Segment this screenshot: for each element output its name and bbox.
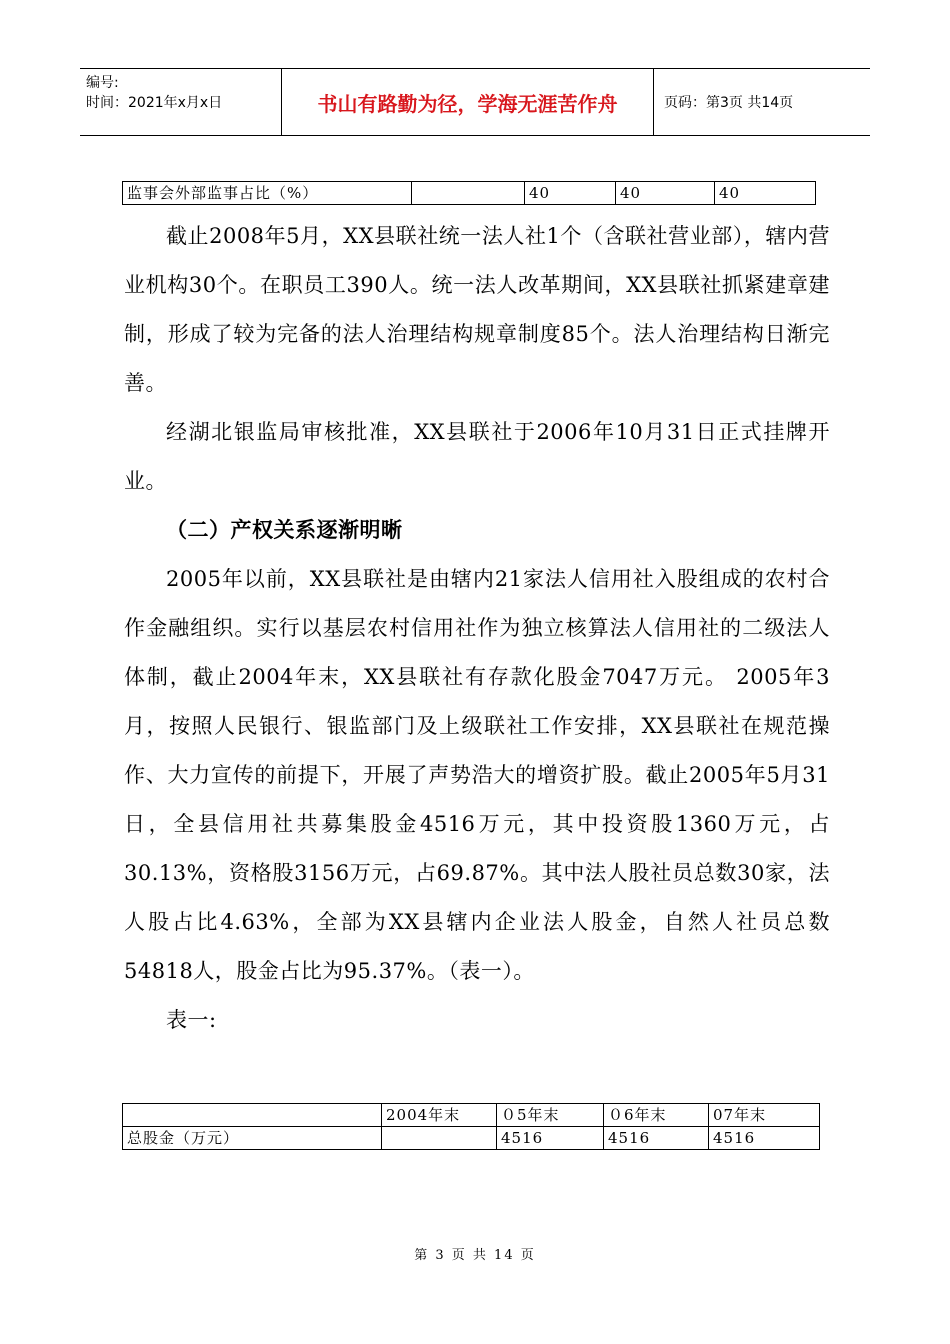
- table-caption: 表一:: [166, 1008, 217, 1032]
- table-row: [123, 182, 816, 205]
- table-header-cell: ０6年末: [604, 1104, 709, 1127]
- table-header-row: [123, 1104, 820, 1127]
- table-cell: 40: [525, 182, 616, 205]
- page-footer: 第 3 页 共 14 页: [414, 1248, 536, 1263]
- share-capital-table: [122, 1103, 820, 1150]
- table-cell: 4516: [604, 1127, 709, 1150]
- section-heading: （二）产权关系逐渐明晰: [166, 518, 403, 542]
- document-number-label: 编号:: [86, 75, 119, 91]
- header-motto: 书山有路勤为径，学海无涯苦作舟: [282, 69, 654, 135]
- table-cell: [412, 182, 525, 205]
- table-cell-label: 监事会外部监事占比（%）: [123, 182, 412, 205]
- table-cell: 4516: [497, 1127, 604, 1150]
- paragraph: 截止2008年5月，XX县联社统一法人社1个（含联社营业部），辖内营业机构30个。在职员工390人。统一法人改革期间，XX县联社抓紧建章建制，形成了较为完备的法人治理结构规章制度85个。法人治理结构日渐完善。: [124, 224, 830, 395]
- table-cell: 40: [715, 182, 816, 205]
- table-header-cell: 2004年末: [382, 1104, 497, 1127]
- table-header-cell: 07年末: [709, 1104, 820, 1127]
- table-cell: 40: [616, 182, 715, 205]
- table-cell: [382, 1127, 497, 1150]
- header-meta: [80, 69, 282, 135]
- table-row: [123, 1127, 820, 1150]
- supervisor-ratio-table: [122, 181, 816, 205]
- table-cell-label: 总股金（万元）: [123, 1127, 382, 1150]
- table-cell: 4516: [709, 1127, 820, 1150]
- table-header-cell: ０5年末: [497, 1104, 604, 1127]
- document-time-label: 时间：2021年x月x日: [86, 95, 223, 111]
- paragraph: 经湖北银监局审核批准，XX县联社于2006年10月31日正式挂牌开业。: [124, 420, 830, 493]
- document-body: [124, 212, 830, 1045]
- table-header-cell: [123, 1104, 382, 1127]
- paragraph: 2005年以前，XX县联社是由辖内21家法人信用社入股组成的农村合作金融组织。实行以基层农村信用社作为独立核算法人信用社的二级法人体制，截止2004年末，XX县联社有存款化股金7047万元。 2005年3月，按照人民银行、银监部门及上级联社工作安排，XX县联社在规范操作、大力宣传的前提下，开展了声势浩大的增资扩股。截止2005年5月31日，全县信用社共募集股金4516万元，其中投资股1360万元，占30.13%，资格股3156万元，占69.87%。其中法人股社员总数30家，法人股占比4.63%，全部为XX县辖内企业法人股金，自然人社员总数54818人，股金占比为95.37%。（表一）。: [124, 567, 830, 983]
- page-header: [80, 68, 870, 136]
- header-page-label: 页码：第3页 共14页: [664, 95, 794, 111]
